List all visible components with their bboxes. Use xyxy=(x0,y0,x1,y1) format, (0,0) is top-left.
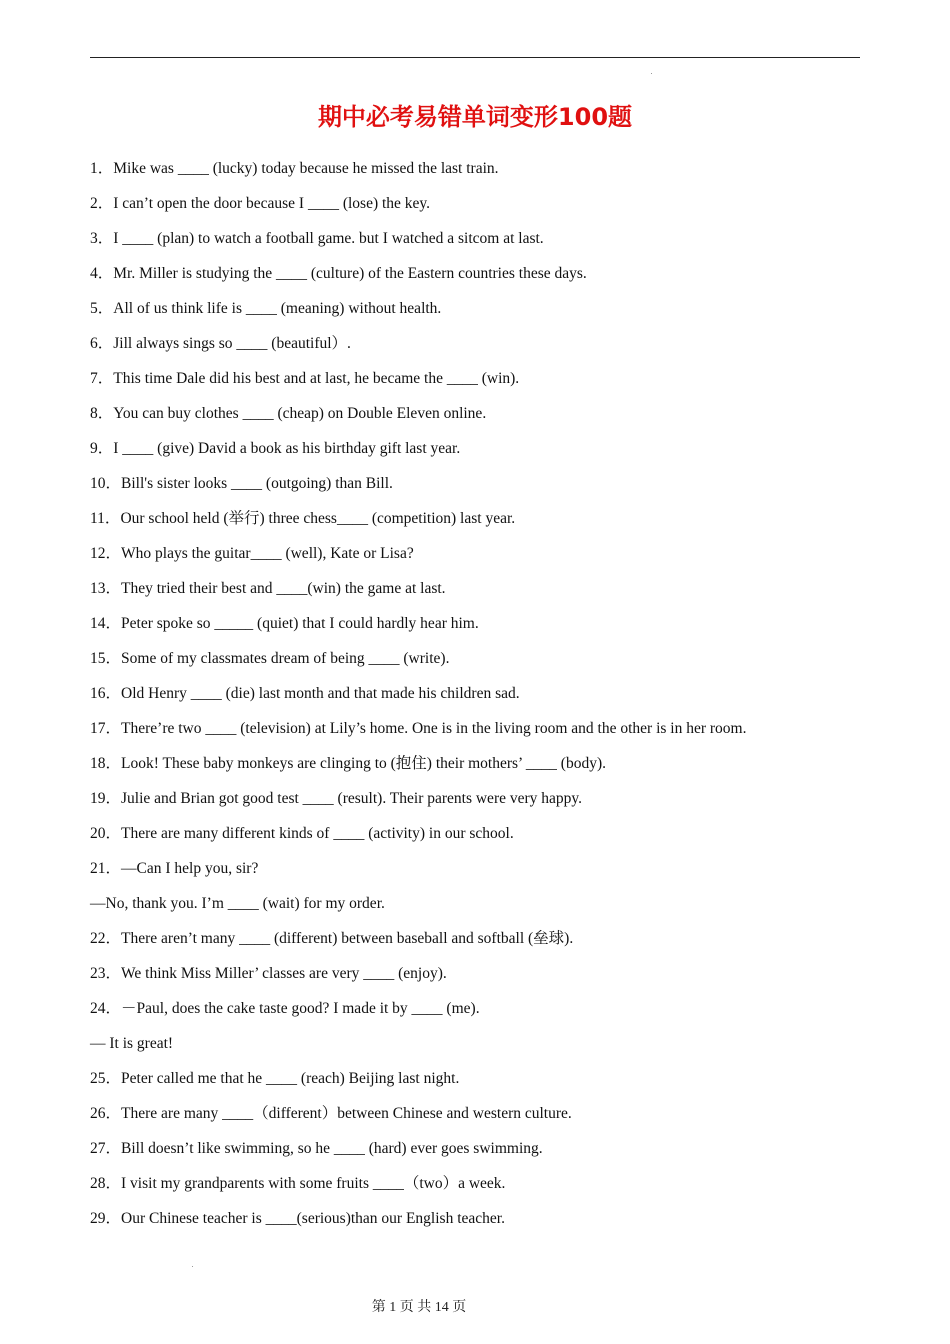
question-number: 21． xyxy=(90,860,122,877)
question-text: I can’t open the door because I ____ (lose) the key. xyxy=(113,195,431,212)
question-text: Jill always sings so ____ (beautiful）. xyxy=(113,335,351,352)
question-text: There’re two ____ (television) at Lily’s home. One is in the living room and the other is in her room. xyxy=(121,720,747,737)
question-number: 7． xyxy=(90,370,114,387)
question-text: Julie and Brian got good test ____ (result). Their parents were very happy. xyxy=(121,790,583,807)
header-rule xyxy=(90,57,860,58)
question-item xyxy=(90,330,870,365)
question-item xyxy=(90,540,870,575)
question-text: Our school held (举行) three chess____ (competition) last year. xyxy=(120,510,516,527)
question-number: 25． xyxy=(90,1070,122,1087)
question-number: 3． xyxy=(90,230,114,247)
question-item xyxy=(90,190,870,225)
question-item xyxy=(90,575,870,610)
question-text: Look! These baby monkeys are clinging to (抱住) their mothers’ ____ (body). xyxy=(121,755,606,772)
question-item xyxy=(90,435,870,470)
question-text: Some of my classmates dream of being ____ (write). xyxy=(121,650,450,667)
question-item xyxy=(90,645,870,680)
question-item xyxy=(90,1135,870,1170)
question-number: 13． xyxy=(90,580,122,597)
question-number: 29． xyxy=(90,1210,122,1227)
question-number: 6． xyxy=(90,335,114,352)
question-number: 26． xyxy=(90,1105,122,1122)
question-text: They tried their best and ____(win) the game at last. xyxy=(121,580,446,597)
question-number: 16． xyxy=(90,685,122,702)
question-text: I ____ (give) David a book as his birthday gift last year. xyxy=(113,440,461,457)
question-text: I visit my grandparents with some fruits ____（two）a week. xyxy=(121,1175,506,1192)
question-number: 8． xyxy=(90,405,114,422)
question-number: 9． xyxy=(90,440,114,457)
question-item xyxy=(90,855,870,890)
question-text: There are many different kinds of ____ (activity) in our school. xyxy=(121,825,514,842)
question-number: 28． xyxy=(90,1175,122,1192)
question-text: Mr. Miller is studying the ____ (culture) of the Eastern countries these days. xyxy=(113,265,587,282)
question-list xyxy=(90,155,870,1240)
question-item xyxy=(90,995,870,1030)
question-text: Old Henry ____ (die) last month and that made his children sad. xyxy=(121,685,520,702)
dialogue-reply: —No, thank you. I’m ____ (wait) for my order. xyxy=(90,895,385,912)
dialogue-reply: — It is great! xyxy=(90,1035,174,1052)
question-item xyxy=(90,715,870,750)
question-text: Who plays the guitar____ (well), Kate or Lisa? xyxy=(121,545,414,562)
question-text: You can buy clothes ____ (cheap) on Double Eleven online. xyxy=(113,405,487,422)
page-footer: 第 1 页 共 14 页 xyxy=(371,1300,467,1315)
question-text: Bill doesn’t like swimming, so he ____ (hard) ever goes swimming. xyxy=(121,1140,543,1157)
question-item xyxy=(90,785,870,820)
question-text: －Paul, does the cake taste good? I made it by ____ (me). xyxy=(121,1000,480,1017)
question-text: Our Chinese teacher is ____(serious)than our English teacher. xyxy=(121,1210,505,1227)
question-number: 18． xyxy=(90,755,122,772)
question-item xyxy=(90,155,870,190)
question-text: I ____ (plan) to watch a football game. but I watched a sitcom at last. xyxy=(113,230,544,247)
question-text: Bill's sister looks ____ (outgoing) than Bill. xyxy=(121,475,393,492)
question-number: 10． xyxy=(90,475,122,492)
question-item xyxy=(90,295,870,330)
question-number: 2． xyxy=(90,195,114,212)
question-number: 12． xyxy=(90,545,122,562)
question-number: 22． xyxy=(90,930,122,947)
question-item xyxy=(90,960,870,995)
question-item xyxy=(90,1100,870,1135)
decorative-dot xyxy=(651,73,652,74)
question-item xyxy=(90,610,870,645)
question-text: There aren’t many ____ (different) between baseball and softball (垒球). xyxy=(121,930,574,947)
question-text: There are many ____（different）between Chinese and western culture. xyxy=(121,1105,572,1122)
question-number: 23． xyxy=(90,965,122,982)
question-number: 5． xyxy=(90,300,114,317)
question-text: This time Dale did his best and at last, he became the ____ (win). xyxy=(113,370,520,387)
question-number: 27． xyxy=(90,1140,122,1157)
question-item xyxy=(90,505,870,540)
question-number: 14． xyxy=(90,615,122,632)
question-number: 11． xyxy=(90,510,121,527)
question-text: Mike was ____ (lucky) today because he missed the last train. xyxy=(113,160,499,177)
question-item xyxy=(90,225,870,260)
question-number: 17． xyxy=(90,720,122,737)
question-text: Peter called me that he ____ (reach) Beijing last night. xyxy=(121,1070,460,1087)
question-item xyxy=(90,820,870,855)
question-item xyxy=(90,750,870,785)
question-number: 4． xyxy=(90,265,114,282)
question-text: All of us think life is ____ (meaning) without health. xyxy=(113,300,442,317)
question-number: 15． xyxy=(90,650,122,667)
decorative-dot xyxy=(192,1266,193,1267)
question-item xyxy=(90,260,870,295)
question-item xyxy=(90,1205,870,1240)
question-number: 19． xyxy=(90,790,122,807)
question-text: —Can I help you, sir? xyxy=(121,860,259,877)
question-item xyxy=(90,1065,870,1100)
question-text: We think Miss Miller’ classes are very ____ (enjoy). xyxy=(121,965,447,982)
question-number: 24． xyxy=(90,1000,122,1017)
question-item xyxy=(90,470,870,505)
question-item xyxy=(90,365,870,400)
question-number: 1． xyxy=(90,160,114,177)
question-item xyxy=(90,925,870,960)
question-text: Peter spoke so _____ (quiet) that I could hardly hear him. xyxy=(121,615,479,632)
question-item xyxy=(90,680,870,715)
question-item xyxy=(90,1170,870,1205)
page-title: 期中必考易错单词变形100题 xyxy=(317,103,633,131)
question-number: 20． xyxy=(90,825,122,842)
question-item xyxy=(90,400,870,435)
